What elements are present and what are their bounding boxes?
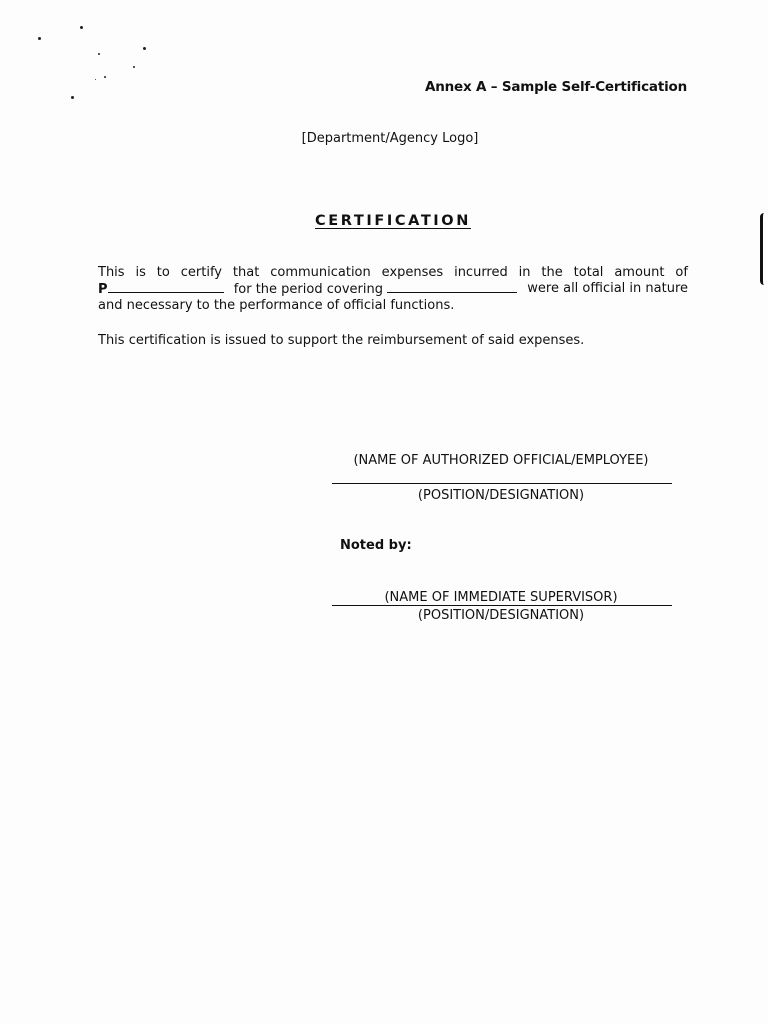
scan-edge-mark: [760, 213, 768, 285]
scan-speck: [104, 76, 106, 78]
reimbursement-paragraph: This certification is issued to support the reimbursement of said expenses.: [98, 333, 585, 348]
logo-placeholder: [Department/Agency Logo]: [301, 131, 479, 146]
amount-segment: [98, 281, 224, 298]
period-blank: [387, 281, 517, 293]
scan-speck: [98, 53, 100, 55]
paragraph-line-2: [98, 281, 688, 298]
word: to: [156, 265, 170, 280]
amount-blank: [108, 281, 224, 293]
word: total: [573, 265, 604, 280]
paragraph-line-3: and necessary to the performance of official functions.: [98, 298, 455, 313]
scan-speck: [38, 37, 41, 40]
scan-speck: [95, 79, 96, 80]
authorized-official-name: (NAME OF AUTHORIZED OFFICIAL/EMPLOYEE): [353, 453, 649, 468]
scan-speck: [80, 26, 83, 29]
signature-line-supervisor: [332, 605, 672, 606]
certification-title: CERTIFICATION: [315, 213, 471, 229]
paragraph-line-1: [98, 265, 688, 281]
annex-heading: Annex A – Sample Self-Certification: [424, 79, 687, 95]
word: is: [135, 265, 146, 280]
official-nature-text: were all official in nature: [527, 281, 688, 296]
word: amount: [614, 265, 665, 280]
authorized-official-position: (POSITION/DESIGNATION): [417, 488, 585, 503]
word: that: [232, 265, 260, 280]
word: the: [541, 265, 563, 280]
supervisor-name: (NAME OF IMMEDIATE SUPERVISOR): [384, 590, 618, 605]
period-segment: [234, 281, 517, 298]
word: expenses: [381, 265, 444, 280]
scan-speck: [143, 47, 146, 50]
word: in: [518, 265, 531, 280]
word: communication: [270, 265, 371, 280]
certification-paragraph: [98, 265, 688, 314]
noted-by-label: Noted by:: [340, 538, 412, 553]
word: certify: [180, 265, 222, 280]
signature-line-official: [332, 483, 672, 484]
word: This: [98, 265, 125, 280]
supervisor-position: (POSITION/DESIGNATION): [417, 608, 585, 623]
peso-prefix: P: [98, 282, 108, 297]
scan-speck: [71, 96, 74, 99]
word: of: [675, 265, 688, 280]
period-text: for the period covering: [233, 282, 383, 297]
scan-speck: [133, 66, 135, 68]
word: incurred: [454, 265, 508, 280]
